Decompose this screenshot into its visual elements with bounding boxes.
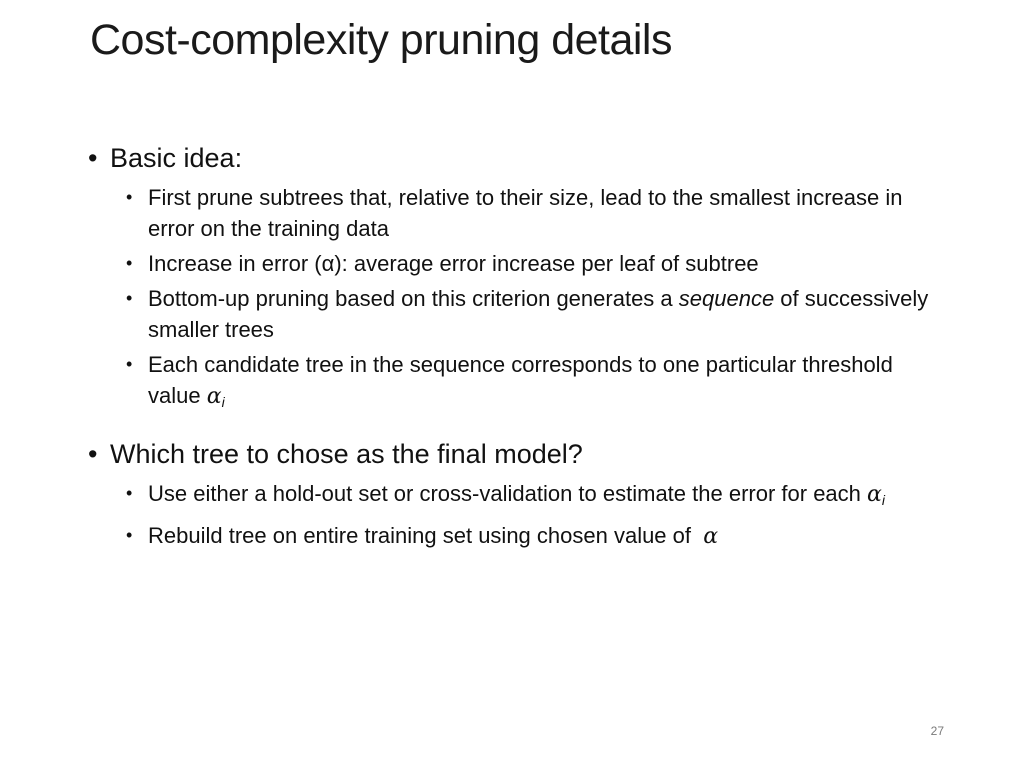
bullet-icon: • — [88, 143, 98, 173]
sub-bullets — [88, 182, 968, 418]
bullet-icon: • — [88, 439, 98, 469]
sub-bullet-text: Rebuild tree on entire training set using chosen value of — [148, 523, 704, 548]
sub-bullet-text: Use either a hold-out set or cross-validation to estimate the error for each — [148, 481, 868, 506]
bullet-icon: • — [126, 187, 133, 207]
section-final-model — [88, 438, 968, 552]
bullet-basic-idea — [88, 142, 968, 174]
bullet-icon: • — [126, 354, 133, 374]
bullet-final-model — [88, 438, 968, 470]
sub-bullet-increase-in-error — [126, 248, 948, 279]
bullet-icon: • — [126, 483, 133, 503]
slide-content — [88, 142, 968, 556]
sub-bullet-text: First prune subtrees that, relative to their size, lead to the smallest increase in error on the training data — [148, 185, 903, 241]
sub-bullet-prune-subtrees — [126, 182, 948, 244]
sub-bullets — [88, 478, 968, 552]
bullet-icon: • — [126, 288, 133, 308]
sub-bullet-hold-out — [126, 478, 948, 516]
sub-bullet-text: Bottom-up pruning based on this criterion generates a — [148, 286, 679, 311]
section-heading: Basic idea: — [110, 143, 243, 173]
emphasis-sequence: sequence — [678, 286, 775, 311]
section-heading: Which tree to chose as the final model? — [110, 439, 583, 469]
section-basic-idea — [88, 142, 968, 418]
alpha-symbol: α — [206, 384, 222, 409]
sub-bullet-rebuild-tree — [126, 520, 948, 552]
alpha-subscript: i — [881, 492, 885, 508]
sub-bullet-text: Increase in error (α): average error increase per leaf of subtree — [148, 251, 759, 276]
sub-bullet-candidate-tree — [126, 349, 948, 418]
sub-bullet-bottom-up-pruning — [126, 283, 948, 345]
alpha-subscript: i — [221, 394, 225, 410]
page-number: 27 — [930, 724, 944, 738]
alpha-symbol: α — [703, 524, 719, 549]
sub-bullet-text-after: of successively smaller trees — [148, 286, 929, 342]
sub-bullet-text: Each candidate tree in the sequence corresponds to one particular threshold value — [148, 352, 893, 408]
alpha-symbol: α — [867, 482, 882, 507]
bullet-icon: • — [126, 253, 133, 273]
slide-title: Cost-complexity pruning details — [90, 16, 672, 64]
bullet-icon: • — [126, 525, 133, 545]
